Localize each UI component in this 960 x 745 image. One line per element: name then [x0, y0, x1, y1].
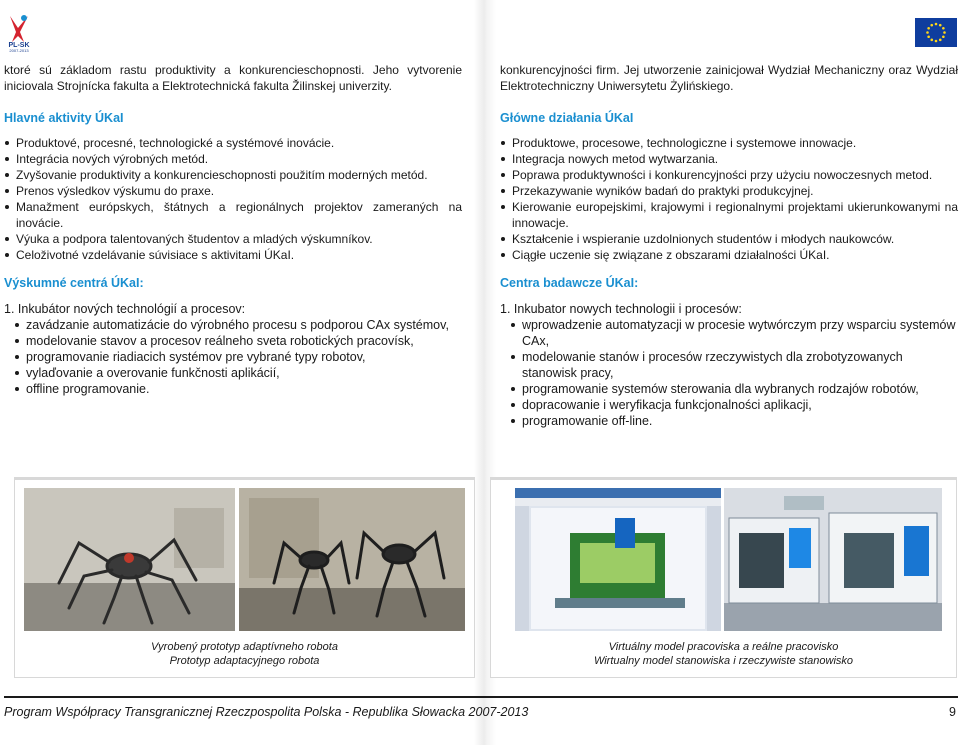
activities-list [500, 135, 958, 263]
list-item: zavádzanie automatizácie do výrobného procesu s podporou CAx systémov, [4, 317, 462, 333]
machine-figure [490, 477, 957, 678]
centre-item: 1. Inkubator nowych technologii i procesów: [500, 302, 742, 316]
list-item: Integrácia nových výrobných metód. [4, 151, 462, 167]
robot-photo [24, 488, 235, 631]
list-item: Produktowe, procesowe, technologiczne i systemowe innowacje. [500, 135, 958, 151]
eu-star-icon [942, 27, 945, 30]
eu-star-icon [930, 24, 933, 27]
real-workplace-photo [724, 488, 942, 631]
list-item: Poprawa produktywności i konkurencyjności przy użyciu nowoczesnych metod. [500, 167, 958, 183]
list-item: wprowadzenie automatyzacji w procesie wytwórczym przy wsparciu systemów CAx, [500, 317, 958, 349]
centres-heading: Výskumné centrá ÚKaI: [4, 276, 144, 290]
machine-caption [491, 640, 956, 668]
list-item: programowanie off-line. [500, 413, 958, 429]
eu-star-icon [939, 39, 942, 42]
list-item: Zvyšovanie produktivity a konkurencieschopnosti použitím moderných metód. [4, 167, 462, 183]
logo-sub: 2007-2013 [9, 48, 29, 52]
robot-walking-photo [239, 488, 465, 631]
plsk-logo [4, 12, 34, 52]
caption-slovak: Vyrobený prototyp adaptívneho robota [151, 641, 338, 653]
list-item: modelovanie stavov a procesov reálneho sveta robotických pracovísk, [4, 333, 462, 349]
list-item: Kierowanie europejskimi, krajowymi i regionalnymi projektami ukierunkowanymi na innowacje. [500, 199, 958, 231]
eu-star-icon [942, 35, 945, 38]
footer-program: Program Współpracy Transgranicznej Rzeczpospolita Polska - Republika Słowacka 2007-2013 [4, 705, 529, 719]
activities-heading: Główne działania ÚKaI [500, 111, 634, 125]
list-item: programovanie riadiacich systémov pre vybrané typy robotov, [4, 349, 462, 365]
centres-heading: Centra badawcze ÚKaI: [500, 276, 639, 290]
intro-paragraph: ktoré sú základom rastu produktivity a konkurencieschopnosti. Jeho vytvorenie iniciovala Strojnícka fakulta a Elektrotechnická fakulta Žilinskej univerzity. [4, 63, 462, 93]
eu-flag-icon [915, 18, 957, 47]
list-item: Výuka a podpora talentovaných študentov a mladých výskumníkov. [4, 231, 462, 247]
centre-item: 1. Inkubátor nových technológií a procesov: [4, 302, 246, 316]
polish-column [500, 62, 958, 429]
list-item: Manažment európskych, štátnych a regionálnych projektov zameraných na inovácie. [4, 199, 462, 231]
list-item: Produktové, procesné, technologické a systémové inovácie. [4, 135, 462, 151]
list-item: Celoživotné vzdelávanie súvisiace s aktivitami ÚKaI. [4, 247, 462, 263]
activities-list [4, 135, 462, 263]
centre-sublist [500, 317, 958, 429]
list-item: programowanie systemów sterowania dla wybranych rodzajów robotów, [500, 381, 958, 397]
robot-caption [15, 640, 474, 668]
eu-star-icon [927, 35, 930, 38]
slovak-column [4, 62, 462, 397]
intro-paragraph: konkurencyjności firm. Jej utworzenie zainicjował Wydział Mechaniczny oraz Wydział Elektrotechniczny Uniwersytetu Żylińskiego. [500, 63, 958, 93]
list-item: modelowanie stanów i procesów rzeczywistych dla zrobotyzowanych stanowisk pracy, [500, 349, 958, 381]
list-item: Integracja nowych metod wytwarzania. [500, 151, 958, 167]
list-item: Prenos výsledkov výskumu do praxe. [4, 183, 462, 199]
eu-star-icon [943, 31, 946, 34]
logo-text: PL-SK [8, 42, 30, 49]
list-item: vylaďovanie a overovanie funkčnosti aplikácií, [4, 365, 462, 381]
virtual-model-screenshot [515, 488, 721, 631]
caption-polish: Prototyp adaptacyjnego robota [169, 655, 320, 667]
caption-slovak: Virtuálny model pracoviska a reálne pracovisko [608, 641, 839, 653]
list-item: Ciągłe uczenie się związane z obszarami działalności ÚKaI. [500, 247, 958, 263]
eu-star-icon [926, 31, 929, 34]
eu-star-icon [930, 39, 933, 42]
eu-star-icon [927, 27, 930, 30]
caption-polish: Wirtualny model stanowiska i rzeczywiste stanowisko [593, 655, 854, 667]
robot-figure [14, 477, 475, 678]
eu-star-icon [939, 24, 942, 27]
list-item: offline programovanie. [4, 381, 462, 397]
list-item: Przekazywanie wyników badań do praktyki produkcyjnej. [500, 183, 958, 199]
list-item: Kształcenie i wspieranie uzdolnionych studentów i młodych naukowców. [500, 231, 958, 247]
eu-star-icon [935, 40, 938, 43]
activities-heading: Hlavné aktivity ÚKaI [4, 111, 124, 125]
eu-star-icon [935, 23, 938, 26]
list-item: dopracowanie i weryfikacja funkcjonalności aplikacji, [500, 397, 958, 413]
page-number: 9 [949, 705, 956, 719]
centre-sublist [4, 317, 462, 397]
footer-divider [4, 696, 958, 698]
